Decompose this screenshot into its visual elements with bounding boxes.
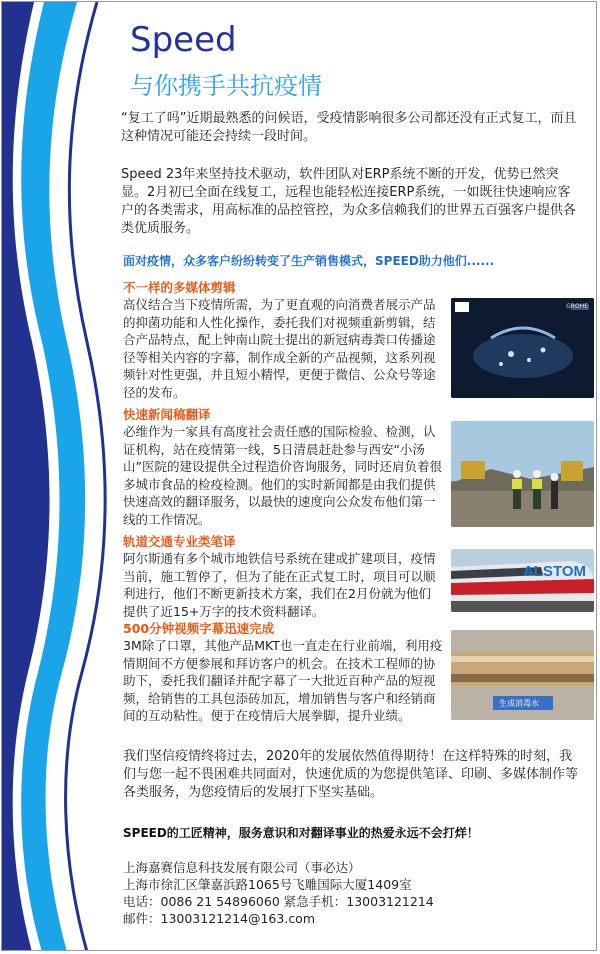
section-4-text: 3M除了口罩，其他产品MKT也一直走在行业前端，利用疫情期间不方便参展和拜访客户的机会。在技术工程师的协助下，委托我们翻译并配字幕了一大批近百种产品的短视频，给销售的工具包添砖加瓦，增加销售与客户和经销商间的互动粘性。便于在疫情后大展拳脚，提升业绩。: [123, 638, 443, 723]
company-email: 邮件：13003121214@163.com: [123, 911, 316, 926]
highlight-line: 面对疫情，众多客户纷纷转变了生产销售模式，SPEED助力他们......: [123, 254, 495, 268]
construction-site-photo: [451, 421, 594, 527]
section-2-image: [451, 421, 594, 527]
section-2-title: 快速新闻稿翻译: [123, 407, 211, 422]
decorative-wave-border: [2, 2, 122, 951]
section-4-title: 500分钟视频字幕迅速完成: [123, 621, 275, 636]
intro-paragraph-2: Speed 23年来坚持技术驱动，软件团队对ERP系统不断的开发，优势已然突显。2月初已全面在线复工，远程也能轻松连接ERP系统，一如既往快速响应客户的各类需求，用高标准的品控管控，为众多信赖我们的世界五百强客户提供各类优质服务。: [121, 167, 577, 236]
section-1-title: 不一样的多媒体剪辑: [123, 280, 236, 295]
section-1-image-label: GROHE: [566, 303, 588, 310]
outro-paragraph: 我们坚信疫情终将过去，2020年的发展依然值得期待！在这样特殊的时刻，我们与您一起不畏困难共同面对，快速优质的为您提供笔译、印刷、多媒体制作等各类服务，为您疫情后的发展打下坚实基础。: [123, 749, 579, 800]
faucet-video-thumbnail: [451, 298, 594, 398]
section-3-title: 轨道交通专业类笔译: [123, 534, 236, 549]
section-4-image: [451, 630, 594, 720]
flyer: [1, 1, 597, 951]
closing-statement: SPEED的工匠精神，服务意识和对翻译事业的热爱永远不会打烊！: [123, 826, 479, 840]
section-1-image: [451, 298, 594, 398]
section-3-text: 阿尔斯通有多个城市地铁信号系统在建或扩建项目，疫情当前，施工暂停了，但为了能在正式复工时，项目可以顺利进行，他们不断更新技术方案，我们在2月份就为他们提供了近15+万字的技术资料翻译。: [123, 551, 436, 619]
section-3-image-label: ALSTOM: [522, 563, 586, 580]
page-title: Speed: [130, 20, 237, 60]
section-3-image: [451, 549, 594, 612]
section-1-text: 高仪结合当下疫情所需，为了更直观的向消费者展示产品的抑菌功能和人性化操作，委托我们对视频重新剪辑，结合产品特点，配上钟南山院士提出的新冠病毒粪口传播途径等相关内容的字幕，制作成全新的产品视频，这系列视频针对性更强，并且短小精悍，更便于微信、公众号等途径的发布。: [123, 297, 436, 400]
intro-paragraph-1: “复工了吗”近期最熟悉的问候语，受疫情影响很多公司都还没有正式复工，而且这种情况可能还会持续一段时间。: [121, 111, 577, 144]
company-name: 上海嘉赛信息科技发展有限公司（事必达）: [123, 860, 361, 875]
train-photo: [451, 549, 594, 612]
company-address: 上海市徐汇区肇嘉浜路1065号飞雕国际大厦1409室: [123, 877, 412, 892]
section-4-image-label: 生成消毒水: [499, 699, 539, 708]
contact-block: [123, 859, 434, 927]
section-2-text: 必维作为一家具有高度社会责任感的国际检验、检测，认证机构，站在疫情第一线，5日清晨赶赴参与西安“小汤山”医院的建设提供全过程造价咨询服务，同时还肩负着很多城市食品的检疫检测。他们的实时新闻都是由我们提供快速高效的翻译服务，以最快的速度向公众发布他们第一线的工作情况。: [123, 424, 442, 527]
page-subtitle: 与你携手共抗疫情: [130, 72, 322, 100]
company-phone: 电话：0086 21 54896060 紧急手机：13003121214: [123, 894, 434, 909]
